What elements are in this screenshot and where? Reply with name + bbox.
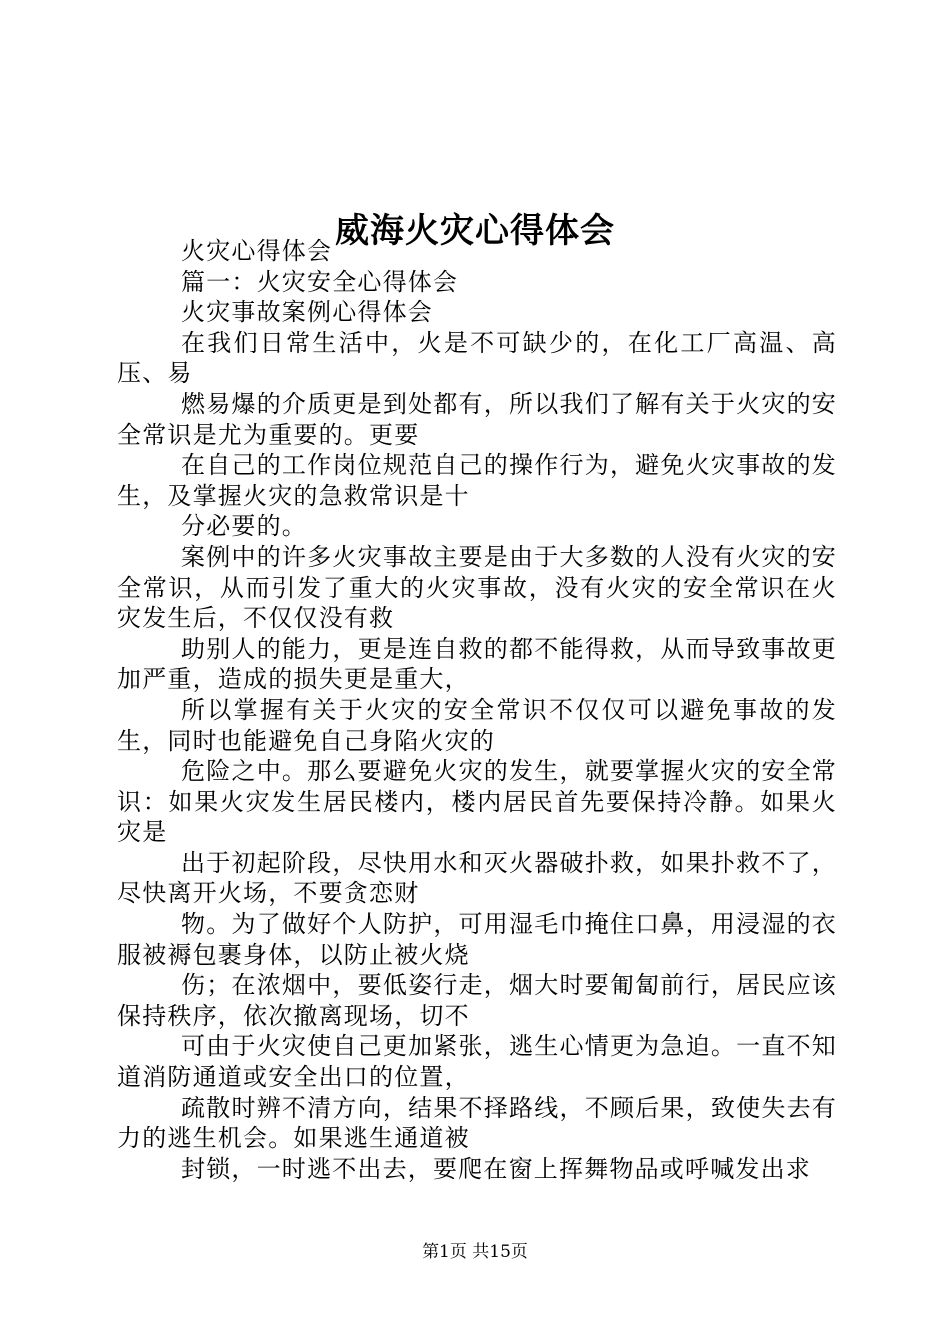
paragraph: 可由于火灾使自己更加紧张，逃生心情更为急迫。一直不知道消防通道或安全出口的位置， [117, 1032, 837, 1092]
paragraph: 火灾事故案例心得体会 [181, 298, 433, 327]
page-footer: 第1页 共15页 [422, 1242, 528, 1262]
paragraph: 案例中的许多火灾事故主要是由于大多数的人没有火灾的安全常识，从而引发了重大的火灾事故，没有火灾的安全常识在火灾发生后，不仅仅没有救 [117, 542, 837, 633]
paragraph: 所以掌握有关于火灾的安全常识不仅仅可以避免事故的发生，同时也能避免自己身陷火灾的 [117, 695, 837, 755]
paragraph: 火灾心得体会 [181, 237, 333, 265]
paragraph: 篇一：火灾安全心得体会 [181, 267, 459, 296]
paragraph: 物。为了做好个人防护，可用湿毛巾掩住口鼻，用浸湿的衣服被褥包裹身体，以防止被火烧 [117, 910, 837, 969]
paragraph: 助别人的能力，更是连自救的都不能得救，从而导致事故更加严重，造成的损失更是重大， [117, 634, 837, 694]
paragraph: 燃易爆的介质更是到处都有，所以我们了解有关于火灾的安全常识是尤为重要的。更要 [117, 389, 837, 449]
paragraph: 伤；在浓烟中，要低姿行走，烟大时要匍匐前行，居民应该保持秩序，依次撤离现场，切不 [117, 971, 837, 1030]
paragraph: 危险之中。那么要避免火灾的发生，就要掌握火灾的安全常识：如果火灾发生居民楼内，楼内居民首先要保持冷静。如果火灾是 [117, 757, 837, 847]
paragraph: 在我们日常生活中，火是不可缺少的，在化工厂高温、高压、易 [117, 328, 837, 388]
document-title: 威海火灾心得体会 [335, 210, 615, 251]
paragraph: 封锁，一时逃不出去，要爬在窗上挥舞物品或呼喊发出求 [181, 1154, 811, 1183]
document-body [117, 236, 837, 1184]
paragraph: 分必要的。 [181, 512, 307, 541]
paragraph: 出于初起阶段，尽快用水和灭火器破扑救，如果扑救不了，尽快离开火场，不要贪恋财 [117, 848, 837, 908]
paragraph: 在自己的工作岗位规范自己的操作行为，避免火灾事故的发生，及掌握火灾的急救常识是十 [117, 451, 837, 510]
paragraph: 疏散时辨不清方向，结果不择路线，不顾后果，致使失去有力的逃生机会。如果逃生通道被 [117, 1093, 837, 1153]
